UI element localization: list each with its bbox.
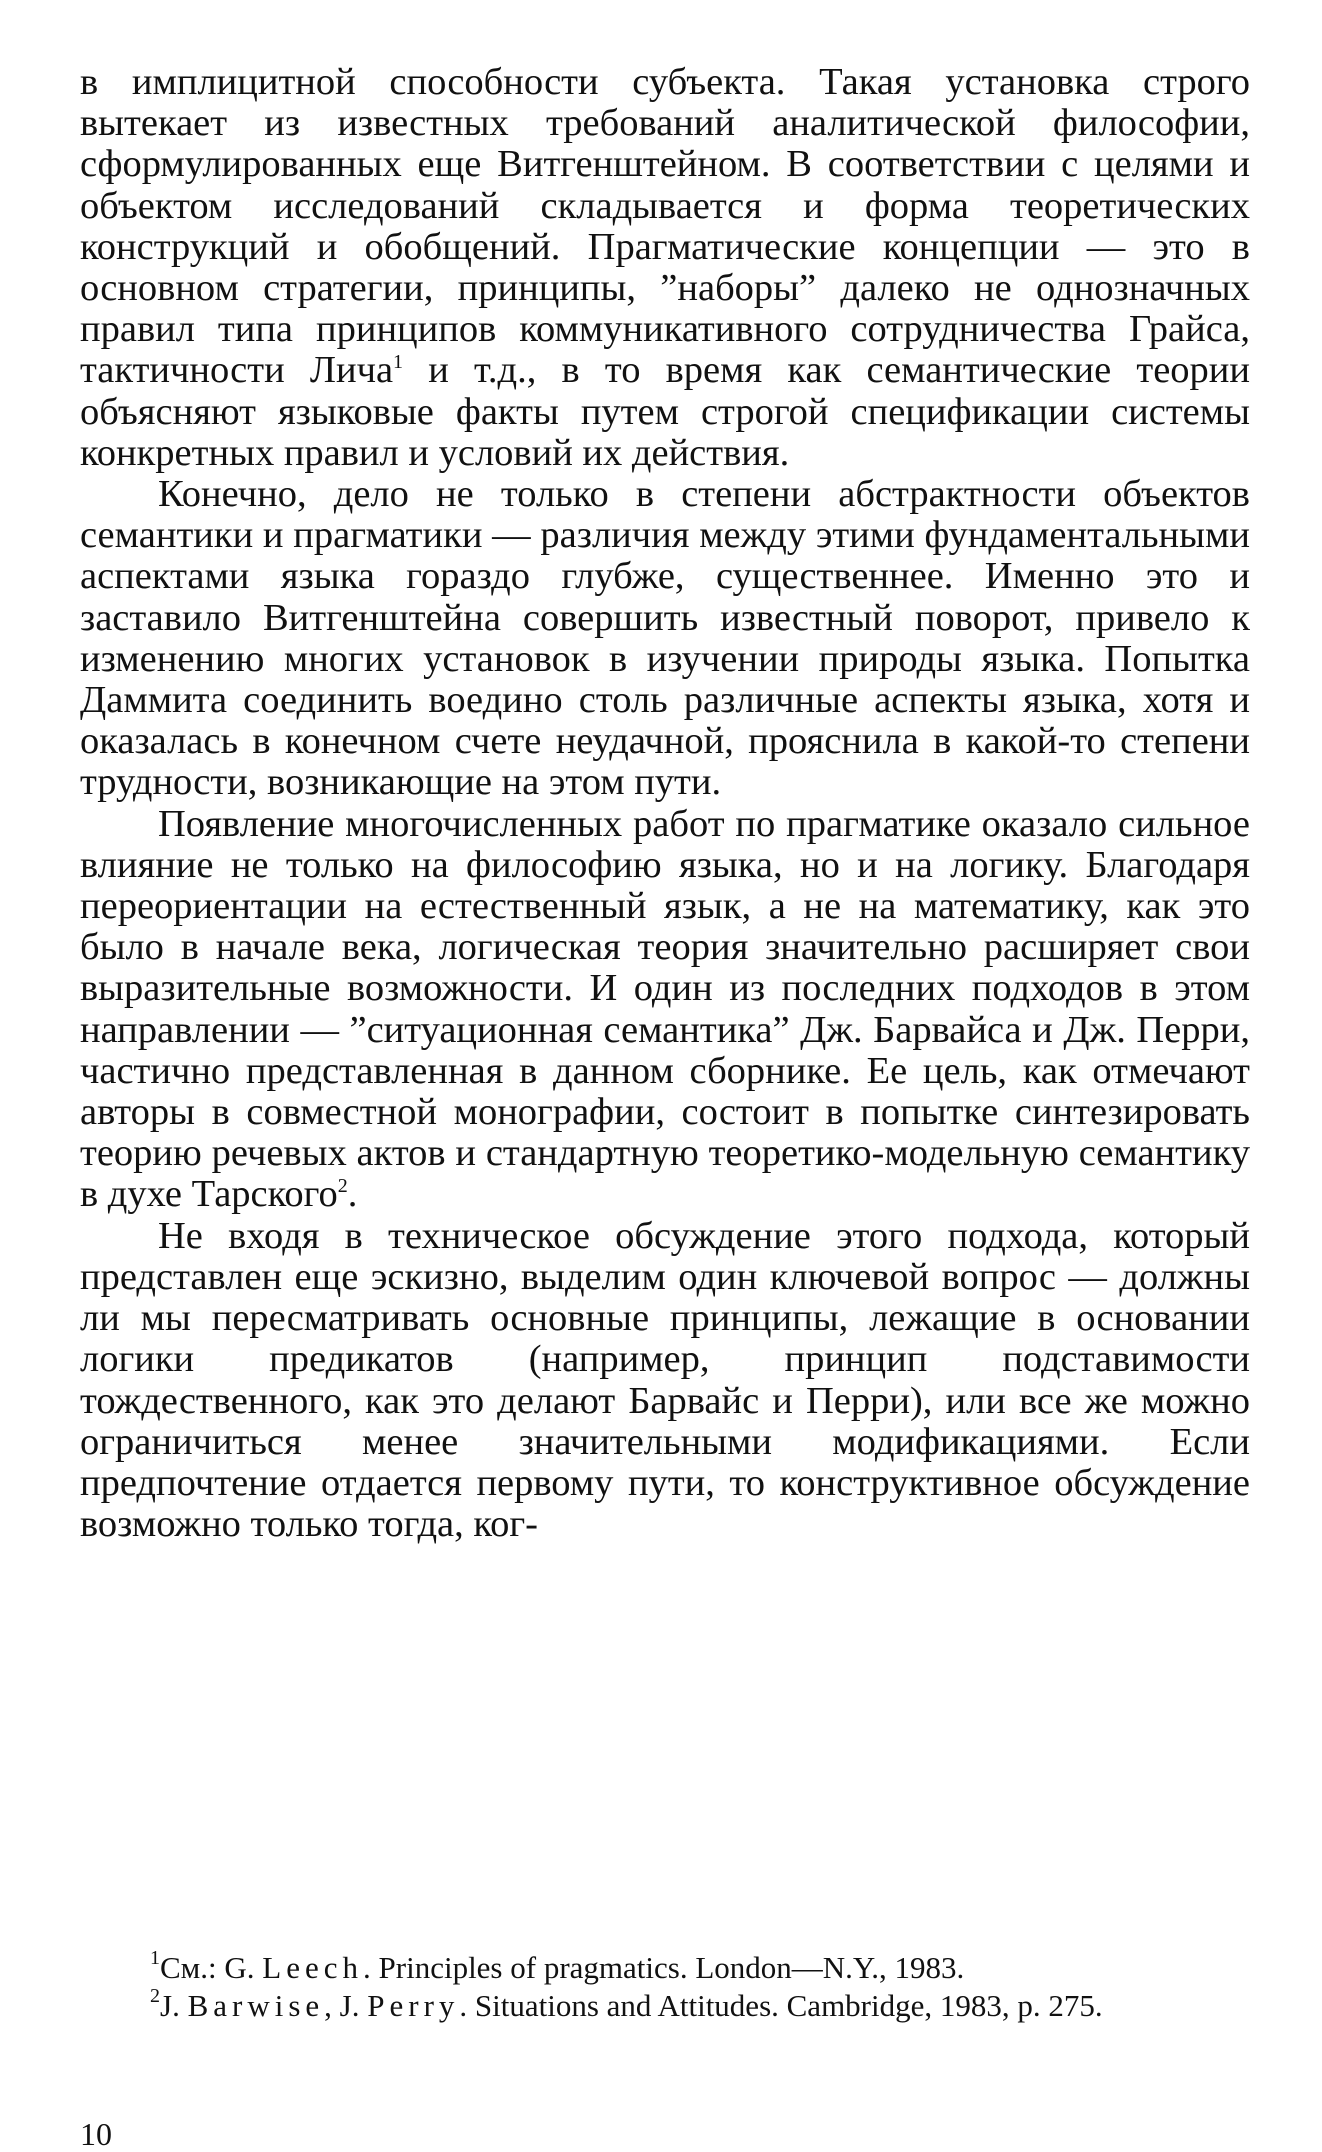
page-number: 10 <box>80 2116 112 2152</box>
main-text <box>80 62 1250 1545</box>
footnote-ref-1[interactable]: 1 <box>393 351 404 374</box>
footnote-1: $^1$См.: G. Leech. Principles of pragmatics. London—N.Y., 1983. <box>150 1947 965 1985</box>
paragraph: Не входя в техническое обсуждение этого подхода, который представлен еще эскизно, выделим один ключевой вопрос — должны ли мы пересматривать основные принципы, лежащие в основании логики предикатов (например, принцип подставимости тождественного, как это делают Барвайс и Перри), или все же можно ограничиться менее значительными модификациями. Если предпочтение отдается первому пути, то конструктивное обсуждение возможно только тогда, ког- <box>80 1214 1250 1546</box>
footnote-mark: 1 <box>150 1947 160 1969</box>
author-name: Leech <box>262 1950 364 1985</box>
footnote-mark: 2 <box>150 1985 160 2007</box>
footnote-ref-2[interactable]: 2 <box>337 1175 348 1198</box>
footnote-2: $^2$J. Barwise, J. Perry. Situations and Attitudes. Cambridge, 1983, p. 275. <box>150 1985 1103 2023</box>
footnotes <box>80 1949 1250 2025</box>
author-name: Perry <box>367 1988 460 2023</box>
paragraph: Появление многочисленных работ по прагматике оказало сильное влияние не только на философию языка, но и на логику. Благодаря переориентации на естественный язык, а не на математику, как это было в начале века, логическая теория значительно расширяет свои выразительные возможности. И один из последних подходов в этом направлении — ”ситуационная семантика” Дж. Барвайса и Дж. Перри, частично представленная в данном сборнике. Ее цель, как отмечают авторы в совместной монографии, состоит в попытке синтезировать теорию речевых актов и стандартную теоретико-модельную семантику в духе Тарского$^2$. <box>80 802 1250 1216</box>
paragraph: Конечно, дело не только в степени абстрактности объектов семантики и прагматики — различия между этими фундаментальными аспектами языка гораздо глубже, существеннее. Именно это и заставило Витгенштейна совершить известный поворот, привело к изменению многих установок в изучении природы языка. Попытка Даммита соединить воедино столь различные аспекты языка, хотя и оказалась в конечном счете неудачной, прояснила в какой-то степени трудности, возникающие на этом пути. <box>80 473 1250 804</box>
author-name: Barwise <box>187 1988 325 2023</box>
paragraph: в имплицитной способности субъекта. Такая установка строго вытекает из известных требований аналитической философии, сформулированных еще Витгенштейном. В соответствии с целями и объектом исследований складывается и форма теоретических конструкций и обобщений. Прагматические концепции — это в основном стратегии, принципы, ”наборы” далеко не однозначных правил типа принципов коммуникативного сотрудничества Грайса, тактичности Лича$^1$ и т.д., в то время как семантические теории объясняют языковые факты путем строгой спецификации системы конкретных правил и условий их действия. <box>80 61 1250 474</box>
